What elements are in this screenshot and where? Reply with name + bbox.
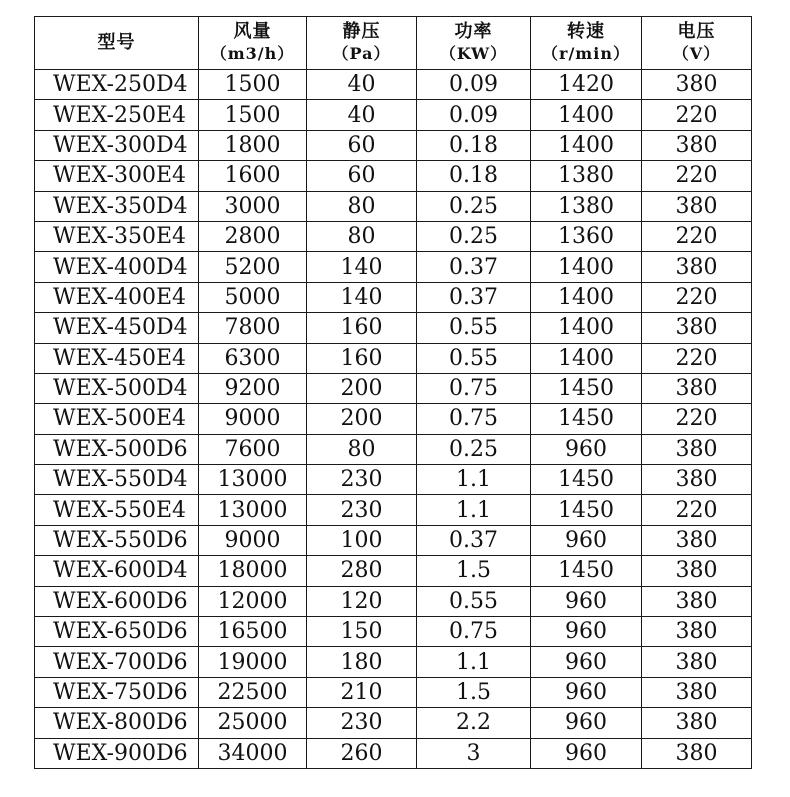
table-row — [35, 343, 752, 373]
cell-speed: 1400 — [531, 252, 642, 282]
cell-static-pressure: 120 — [307, 586, 417, 616]
cell-airflow: 13000 — [199, 465, 307, 495]
table-row — [35, 525, 752, 555]
cell-model: WEX-450E4 — [35, 343, 199, 373]
cell-airflow: 19000 — [199, 647, 307, 677]
cell-power: 0.75 — [417, 404, 531, 434]
header-static-pressure — [307, 17, 417, 70]
cell-power: 0.18 — [417, 161, 531, 191]
cell-airflow: 1800 — [199, 130, 307, 160]
table-row — [35, 252, 752, 282]
header-row — [35, 17, 752, 70]
cell-static-pressure: 140 — [307, 252, 417, 282]
cell-speed: 1380 — [531, 191, 642, 221]
cell-speed: 1450 — [531, 404, 642, 434]
cell-power: 1.1 — [417, 465, 531, 495]
header-voltage — [642, 17, 752, 70]
cell-model: WEX-500D4 — [35, 373, 199, 403]
cell-static-pressure: 200 — [307, 404, 417, 434]
cell-static-pressure: 80 — [307, 434, 417, 464]
cell-static-pressure: 280 — [307, 556, 417, 586]
cell-model: WEX-550D6 — [35, 525, 199, 555]
cell-model: WEX-300E4 — [35, 161, 199, 191]
cell-static-pressure: 60 — [307, 130, 417, 160]
cell-model: WEX-600D4 — [35, 556, 199, 586]
cell-static-pressure: 80 — [307, 191, 417, 221]
cell-voltage: 220 — [642, 100, 752, 130]
cell-voltage: 220 — [642, 495, 752, 525]
cell-speed: 1400 — [531, 100, 642, 130]
cell-power: 0.09 — [417, 100, 531, 130]
cell-airflow: 12000 — [199, 586, 307, 616]
header-power-name: 功率 — [454, 21, 493, 42]
cell-voltage: 380 — [642, 586, 752, 616]
cell-static-pressure: 260 — [307, 738, 417, 768]
cell-power: 3 — [417, 738, 531, 768]
cell-static-pressure: 230 — [307, 465, 417, 495]
cell-airflow: 22500 — [199, 677, 307, 707]
cell-voltage: 380 — [642, 525, 752, 555]
cell-airflow: 9200 — [199, 373, 307, 403]
cell-model: WEX-700D6 — [35, 647, 199, 677]
cell-speed: 960 — [531, 677, 642, 707]
table-row — [35, 677, 752, 707]
cell-power: 0.37 — [417, 282, 531, 312]
table-row — [35, 647, 752, 677]
cell-voltage: 380 — [642, 677, 752, 707]
cell-airflow: 2800 — [199, 221, 307, 251]
cell-speed: 960 — [531, 434, 642, 464]
header-voltage-name: 电压 — [677, 21, 716, 42]
cell-speed: 1450 — [531, 373, 642, 403]
cell-static-pressure: 150 — [307, 617, 417, 647]
cell-power: 0.25 — [417, 434, 531, 464]
cell-voltage: 220 — [642, 404, 752, 434]
cell-speed: 1450 — [531, 495, 642, 525]
cell-voltage: 220 — [642, 343, 752, 373]
cell-static-pressure: 230 — [307, 495, 417, 525]
header-speed-name: 转速 — [567, 21, 605, 42]
header-airflow-unit: （m3/h） — [210, 44, 295, 63]
cell-power: 1.1 — [417, 647, 531, 677]
header-voltage-unit: （V） — [672, 44, 721, 63]
cell-speed: 1400 — [531, 313, 642, 343]
cell-speed: 960 — [531, 738, 642, 768]
cell-airflow: 6300 — [199, 343, 307, 373]
cell-power: 1.5 — [417, 556, 531, 586]
spec-sheet — [34, 16, 751, 769]
header-airflow — [199, 17, 307, 70]
cell-static-pressure: 160 — [307, 313, 417, 343]
table-row — [35, 465, 752, 495]
cell-voltage: 380 — [642, 130, 752, 160]
cell-airflow: 13000 — [199, 495, 307, 525]
table-row — [35, 617, 752, 647]
cell-voltage: 380 — [642, 313, 752, 343]
cell-power: 0.25 — [417, 221, 531, 251]
cell-static-pressure: 180 — [307, 647, 417, 677]
cell-speed: 1450 — [531, 465, 642, 495]
table-row — [35, 495, 752, 525]
cell-static-pressure: 200 — [307, 373, 417, 403]
table-row — [35, 404, 752, 434]
cell-model: WEX-250D4 — [35, 70, 199, 100]
cell-voltage: 380 — [642, 191, 752, 221]
header-power-unit: （KW） — [439, 44, 508, 63]
cell-static-pressure: 100 — [307, 525, 417, 555]
cell-voltage: 220 — [642, 161, 752, 191]
cell-airflow: 3000 — [199, 191, 307, 221]
cell-speed: 1400 — [531, 343, 642, 373]
cell-model: WEX-350D4 — [35, 191, 199, 221]
table-row — [35, 130, 752, 160]
cell-airflow: 25000 — [199, 708, 307, 738]
cell-speed: 1400 — [531, 130, 642, 160]
cell-voltage: 380 — [642, 708, 752, 738]
cell-power: 0.55 — [417, 343, 531, 373]
cell-power: 0.09 — [417, 70, 531, 100]
cell-airflow: 5200 — [199, 252, 307, 282]
cell-model: WEX-350E4 — [35, 221, 199, 251]
table-row — [35, 282, 752, 312]
cell-speed: 960 — [531, 708, 642, 738]
cell-power: 1.5 — [417, 677, 531, 707]
cell-airflow: 34000 — [199, 738, 307, 768]
cell-model: WEX-450D4 — [35, 313, 199, 343]
cell-static-pressure: 40 — [307, 100, 417, 130]
cell-voltage: 380 — [642, 738, 752, 768]
cell-static-pressure: 230 — [307, 708, 417, 738]
cell-airflow: 16500 — [199, 617, 307, 647]
cell-model: WEX-550E4 — [35, 495, 199, 525]
cell-power: 0.75 — [417, 617, 531, 647]
header-model — [35, 17, 199, 70]
cell-airflow: 1500 — [199, 70, 307, 100]
table-row — [35, 556, 752, 586]
cell-voltage: 380 — [642, 556, 752, 586]
cell-model: WEX-600D6 — [35, 586, 199, 616]
cell-voltage: 380 — [642, 70, 752, 100]
table-row — [35, 434, 752, 464]
cell-airflow: 9000 — [199, 525, 307, 555]
fan-spec-table — [34, 16, 752, 769]
cell-power: 0.18 — [417, 130, 531, 160]
cell-airflow: 7600 — [199, 434, 307, 464]
cell-model: WEX-750D6 — [35, 677, 199, 707]
cell-voltage: 380 — [642, 647, 752, 677]
cell-power: 1.1 — [417, 495, 531, 525]
cell-power: 0.75 — [417, 373, 531, 403]
table-row — [35, 100, 752, 130]
cell-speed: 960 — [531, 617, 642, 647]
table-row — [35, 586, 752, 616]
spec-table-body — [35, 70, 752, 769]
header-airflow-name: 风量 — [233, 21, 272, 42]
table-row — [35, 191, 752, 221]
cell-voltage: 380 — [642, 465, 752, 495]
cell-voltage: 220 — [642, 221, 752, 251]
cell-power: 2.2 — [417, 708, 531, 738]
header-speed-unit: （r/min） — [542, 44, 630, 63]
cell-speed: 1420 — [531, 70, 642, 100]
cell-airflow: 1600 — [199, 161, 307, 191]
table-row — [35, 708, 752, 738]
cell-static-pressure: 40 — [307, 70, 417, 100]
cell-static-pressure: 210 — [307, 677, 417, 707]
cell-speed: 960 — [531, 525, 642, 555]
header-static-pressure-unit: （Pa） — [332, 44, 391, 63]
cell-model: WEX-400D4 — [35, 252, 199, 282]
cell-voltage: 380 — [642, 373, 752, 403]
cell-power: 0.55 — [417, 586, 531, 616]
cell-speed: 960 — [531, 647, 642, 677]
cell-airflow: 1500 — [199, 100, 307, 130]
header-static-pressure-name: 静压 — [342, 21, 381, 42]
cell-model: WEX-900D6 — [35, 738, 199, 768]
cell-model: WEX-500D6 — [35, 434, 199, 464]
table-row — [35, 161, 752, 191]
cell-airflow: 7800 — [199, 313, 307, 343]
cell-speed: 1360 — [531, 221, 642, 251]
cell-static-pressure: 80 — [307, 221, 417, 251]
table-row — [35, 70, 752, 100]
cell-model: WEX-800D6 — [35, 708, 199, 738]
cell-static-pressure: 60 — [307, 161, 417, 191]
table-row — [35, 313, 752, 343]
header-model-name: 型号 — [97, 32, 136, 53]
cell-speed: 1450 — [531, 556, 642, 586]
cell-static-pressure: 160 — [307, 343, 417, 373]
cell-model: WEX-400E4 — [35, 282, 199, 312]
cell-voltage: 220 — [642, 282, 752, 312]
table-row — [35, 221, 752, 251]
table-row — [35, 738, 752, 768]
cell-power: 0.37 — [417, 252, 531, 282]
cell-speed: 1380 — [531, 161, 642, 191]
cell-model: WEX-500E4 — [35, 404, 199, 434]
cell-model: WEX-650D6 — [35, 617, 199, 647]
cell-power: 0.55 — [417, 313, 531, 343]
cell-airflow: 18000 — [199, 556, 307, 586]
cell-voltage: 380 — [642, 434, 752, 464]
cell-model: WEX-250E4 — [35, 100, 199, 130]
cell-power: 0.37 — [417, 525, 531, 555]
header-power — [417, 17, 531, 70]
header-speed — [531, 17, 642, 70]
cell-airflow: 9000 — [199, 404, 307, 434]
cell-voltage: 380 — [642, 252, 752, 282]
cell-speed: 960 — [531, 586, 642, 616]
cell-voltage: 380 — [642, 617, 752, 647]
cell-model: WEX-300D4 — [35, 130, 199, 160]
table-row — [35, 373, 752, 403]
cell-model: WEX-550D4 — [35, 465, 199, 495]
cell-speed: 1400 — [531, 282, 642, 312]
cell-static-pressure: 140 — [307, 282, 417, 312]
cell-power: 0.25 — [417, 191, 531, 221]
cell-airflow: 5000 — [199, 282, 307, 312]
